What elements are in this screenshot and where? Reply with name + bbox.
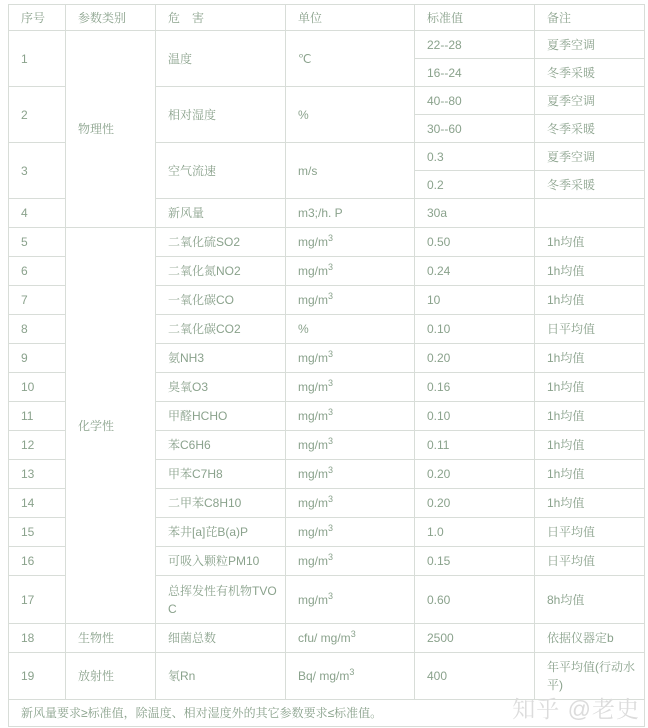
hazard-cell: 二氧化碳CO2 [156,315,286,344]
unit-cell [286,87,415,143]
unit-cell [286,460,415,489]
unit-exponent: 3 [328,552,334,562]
hazard-cell: 苯C6H6 [156,431,286,460]
remark-cell [535,199,645,228]
value-cell: 30a [415,199,535,228]
row-no: 14 [9,489,66,518]
row-no: 13 [9,460,66,489]
remark-cell: 1h均值 [535,431,645,460]
unit-base: mg/m [298,592,328,607]
unit-base: mg/m [298,351,328,365]
row-no: 15 [9,518,66,547]
remark-cell: 1h均值 [535,489,645,518]
value-cell: 0.11 [415,431,535,460]
unit-base: ℃ [298,51,312,66]
unit-cell [286,547,415,576]
remark-cell: 年平均值(行动水平) [535,653,645,700]
remark-cell: 冬季采暖 [535,115,645,143]
value-cell: 2500 [415,624,535,653]
hazard-cell: 细菌总数 [156,624,286,653]
footnote-text: 新风量要求≥标准值，除温度、相对湿度外的其它参数要求≤标准值。 [9,700,645,727]
unit-base: mg/m [298,235,328,249]
header-no: 序号 [9,5,66,31]
table-row [9,228,645,257]
value-cell: 0.16 [415,373,535,402]
unit-cell [286,653,415,700]
remark-cell: 依据仪器定b [535,624,645,653]
remark-cell: 冬季采暖 [535,171,645,199]
row-no: 9 [9,344,66,373]
remark-cell: 1h均值 [535,228,645,257]
remark-cell: 1h均值 [535,344,645,373]
category-biological-cell: 生物性 [66,624,156,653]
hazard-cell: 氡Rn [156,653,286,700]
unit-cell [286,257,415,286]
hazard-cell: 二氧化硫SO2 [156,228,286,257]
category-chemical-cell: 化学性 [66,228,156,624]
remark-cell: 夏季空调 [535,31,645,59]
remark-cell: 日平均值 [535,547,645,576]
unit-exponent: 3 [350,629,356,639]
row-no: 8 [9,315,66,344]
table-row [9,624,645,653]
unit-base: mg/m [298,264,328,278]
unit-base: cfu/ mg/m [298,631,351,645]
remark-cell: 1h均值 [535,257,645,286]
value-cell: 0.20 [415,460,535,489]
table-row [9,653,645,700]
indoor-air-quality-table [8,4,645,727]
unit-cell [286,489,415,518]
unit-base: m3;/h. P [298,206,343,220]
remark-cell: 1h均值 [535,460,645,489]
remark-cell: 冬季采暖 [535,59,645,87]
row-no: 7 [9,286,66,315]
unit-cell [286,624,415,653]
hazard-cell: 新风量 [156,199,286,228]
remark-cell: 8h均值 [535,576,645,624]
unit-base: % [298,107,309,122]
value-cell: 0.10 [415,402,535,431]
value-cell: 0.20 [415,489,535,518]
remark-cell: 夏季空调 [535,87,645,115]
value-cell: 0.10 [415,315,535,344]
unit-exponent: 3 [328,291,334,301]
unit-exponent: 3 [328,233,334,243]
value-cell: 22--28 [415,31,535,59]
unit-cell [286,344,415,373]
unit-base: mg/m [298,380,328,394]
row-no: 6 [9,257,66,286]
value-cell: 30--60 [415,115,535,143]
header-hazard: 危 害 [156,5,286,31]
row-no: 18 [9,624,66,653]
unit-cell [286,315,415,344]
unit-exponent: 3 [328,262,334,272]
value-cell: 16--24 [415,59,535,87]
row-no: 5 [9,228,66,257]
header-category: 参数类别 [66,5,156,31]
unit-exponent: 3 [328,523,334,533]
hazard-cell: 二氧化氮NO2 [156,257,286,286]
header-row [9,5,645,31]
category-radioactive-cell: 放射性 [66,653,156,700]
value-cell: 0.24 [415,257,535,286]
hazard-cell: 温度 [156,31,286,87]
hazard-cell: 臭氧O3 [156,373,286,402]
row-no: 3 [9,143,66,199]
hazard-cell: 一氧化碳CO [156,286,286,315]
row-no: 11 [9,402,66,431]
unit-cell [286,199,415,228]
unit-cell [286,518,415,547]
unit-cell [286,31,415,87]
value-cell: 0.15 [415,547,535,576]
value-cell: 10 [415,286,535,315]
unit-exponent: 3 [328,465,334,475]
unit-base: mg/m [298,496,328,510]
hazard-cell: 苯井[a]芘B(a)P [156,518,286,547]
value-cell: 40--80 [415,87,535,115]
unit-exponent: 3 [328,407,334,417]
unit-exponent: 3 [328,349,334,359]
remark-cell: 日平均值 [535,518,645,547]
unit-cell [286,373,415,402]
unit-exponent: 3 [328,494,334,504]
remark-cell: 夏季空调 [535,143,645,171]
unit-base: mg/m [298,525,328,539]
unit-cell [286,228,415,257]
unit-base: Bq/ mg/m [298,669,350,683]
row-no: 19 [9,653,66,700]
zhihu-watermark: 知乎 @老史 [512,696,640,722]
hazard-cell: 可吸入颗粒PM10 [156,547,286,576]
remark-cell: 1h均值 [535,286,645,315]
value-cell: 1.0 [415,518,535,547]
unit-base: mg/m [298,438,328,452]
row-no: 1 [9,31,66,87]
unit-cell [286,402,415,431]
unit-base: mg/m [298,467,328,481]
hazard-cell: 甲醛HCHO [156,402,286,431]
hazard-cell: 二甲苯C8H10 [156,489,286,518]
row-no: 12 [9,431,66,460]
value-cell: 0.20 [415,344,535,373]
header-remark: 备注 [535,5,645,31]
header-unit: 单位 [286,5,415,31]
unit-base: % [298,322,309,336]
value-cell: 0.2 [415,171,535,199]
row-no: 4 [9,199,66,228]
hazard-cell: 氨NH3 [156,344,286,373]
row-no: 10 [9,373,66,402]
unit-base: mg/m [298,293,328,307]
unit-exponent: 3 [349,667,355,677]
header-value: 标准值 [415,5,535,31]
unit-cell [286,286,415,315]
row-no: 2 [9,87,66,143]
row-no: 17 [9,576,66,624]
unit-exponent: 3 [328,590,334,601]
category-physical-cell: 物理性 [66,31,156,228]
value-cell: 0.3 [415,143,535,171]
remark-cell: 日平均值 [535,315,645,344]
hazard-cell: 相对湿度 [156,87,286,143]
unit-exponent: 3 [328,436,334,446]
hazard-cell: 甲苯C7H8 [156,460,286,489]
row-no: 16 [9,547,66,576]
unit-base: m/s [298,163,318,178]
value-cell: 400 [415,653,535,700]
unit-cell [286,143,415,199]
remark-cell: 1h均值 [535,402,645,431]
hazard-cell: 空气流速 [156,143,286,199]
unit-base: mg/m [298,554,328,568]
value-cell: 0.60 [415,576,535,624]
hazard-cell: 总挥发性有机物TVOC [156,576,286,624]
unit-cell [286,431,415,460]
table-row [9,31,645,59]
unit-cell [286,576,415,624]
unit-exponent: 3 [328,378,334,388]
unit-base: mg/m [298,409,328,423]
value-cell: 0.50 [415,228,535,257]
remark-cell: 1h均值 [535,373,645,402]
footer-row [9,700,645,727]
